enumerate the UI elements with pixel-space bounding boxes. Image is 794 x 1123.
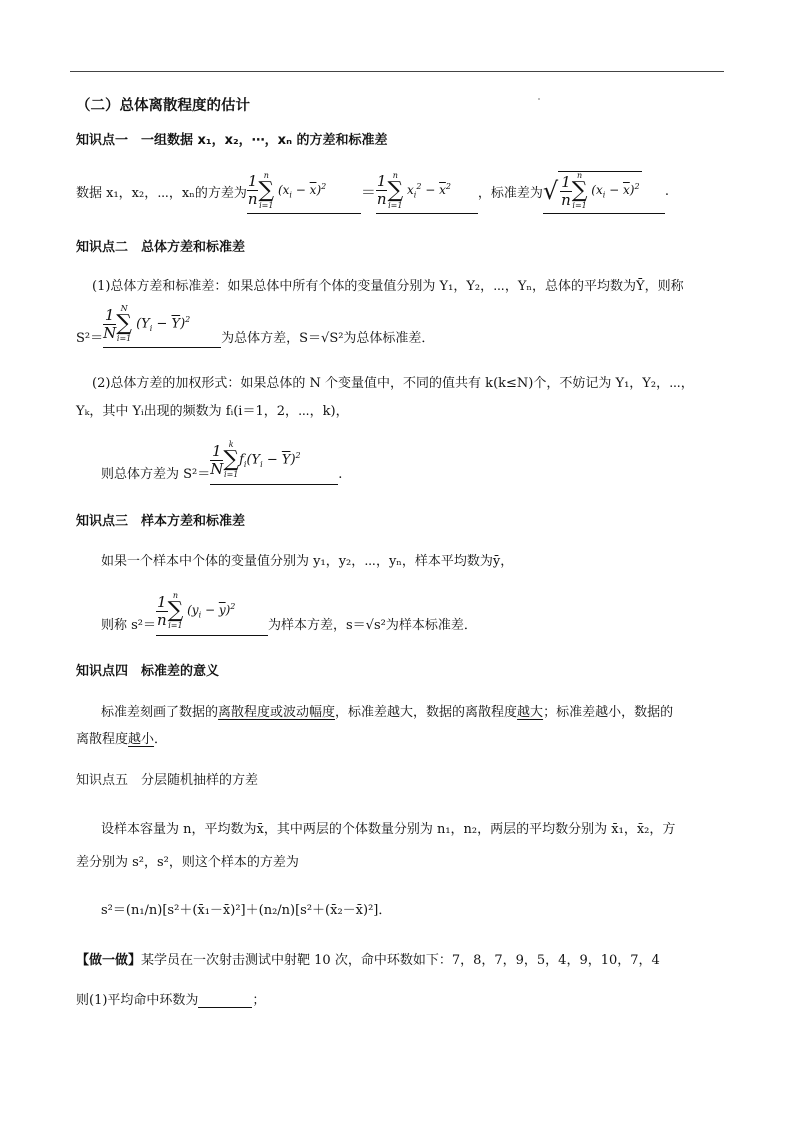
exercise-q1-line: 则(1)平均命中环数为 ；: [76, 989, 265, 1008]
k1-formula-line: 数据 x₁，x₂，⋯，xₙ的方差为 1 n n ∑ i=1 $(x_i - \overline{x})^2$ ＝ 1 n n ∑ i=1 $x_i^2 - \overline{x}^2$ ，标准差为 √ 1 n n ∑ i=1 $(x_i - \overline{x})^2$ .: [76, 168, 669, 214]
k5-p2: 差分别为 s²，s²，则这个样本的方差为: [76, 855, 299, 870]
k3-p1: 如果一个样本中个体的变量值分别为 y₁，y₂，⋯，yₙ，样本平均数为ȳ，: [101, 554, 514, 569]
k4-underline-3: 越小: [128, 732, 155, 747]
exercise-q1: 则(1)平均命中环数为: [76, 993, 199, 1008]
section-title: （二）总体离散程度的估计: [76, 98, 250, 114]
k2-p2: (2)总体方差的加权形式：如果总体的 N 个变量值中，不同的值共有 k(k≤N)个，不妨记为 Y₁，Y₂，⋯，: [92, 376, 694, 391]
k3-sample-variance-formula: 1 n n ∑ i=1 $(y_i - \overline{y})^2$: [156, 587, 268, 636]
k2-weighted-variance-formula: 1 N k ∑ i=1 $f_i(Y_i - \overline{Y})^2$: [210, 436, 338, 485]
k5-heading: 知识点五 分层随机抽样的方差: [76, 773, 259, 788]
k4-heading: 知识点四 标准差的意义: [76, 664, 220, 679]
header-rule: [70, 71, 724, 72]
k2-population-variance-formula: 1 N N ∑ i=1 $(Y_i - \overline{Y})^2$: [103, 301, 221, 348]
speck: [538, 98, 540, 100]
k2-p1: (1)总体方差和标准差：如果总体中所有个体的变量值分别为 Y₁，Y₂，⋯，Yₙ，总体的平均数为Ȳ，则称: [92, 279, 684, 294]
k4-line1: 标准差刻画了数据的离散程度或波动幅度，标准差越大，数据的离散程度越大；标准差越小，数据的: [101, 705, 674, 720]
k1-variance-formula-2: 1 n n ∑ i=1 $x_i^2 - \overline{x}^2$: [376, 169, 478, 214]
k2-p2b: Yₖ，其中 Yᵢ出现的频数为 fᵢ(i＝1，2，⋯，k)，: [76, 404, 349, 419]
exercise-text: 某学员在一次射击测试中射靶 10 次，命中环数如下：7，8，7，9，5，4，9，10，7，4: [141, 953, 660, 968]
k4-line2: 离散程度越小．: [76, 732, 168, 747]
k3-formula-line: 则称 s²＝ 1 n n ∑ i=1 $(y_i - \overline{y})^2$ 为样本方差，s＝√s²为样本标准差．: [101, 588, 477, 636]
k4-underline-1: 离散程度或波动幅度: [218, 705, 336, 720]
exercise-tag: 【做一做】: [76, 953, 142, 968]
k2-weighted-line: 则总体方差为 S²＝ 1 N k ∑ i=1 $f_i(Y_i - \overline{Y})^2$ .: [101, 437, 342, 485]
k5-formula: s²＝(n₁/n)[s²＋(x̄₁－x̄)²]＋(n₂/n)[s²＋(x̄₂－x̄)²]．: [101, 903, 392, 918]
exercise-line: [76, 949, 660, 968]
k1-mid: ，标准差为: [477, 185, 543, 201]
k1-stddev-formula: √ 1 n n ∑ i=1 $(x_i - \overline{x})^2$: [543, 169, 665, 214]
k2-formula-line: S²＝ 1 N N ∑ i=1 $(Y_i - \overline{Y})^2$ 为总体方差，S＝√S²为总体标准差．: [76, 302, 434, 348]
k1-variance-formula-1: 1 n n ∑ i=1 $(x_i - \overline{x})^2$: [247, 169, 361, 214]
k5-p1: 设样本容量为 n，平均数为x̄，其中两层的个体数量分别为 n₁，n₂，两层的平均数分别为 x̄₁，x̄₂，方: [101, 822, 676, 837]
k2-heading: 知识点二 总体方差和标准差: [76, 240, 246, 255]
answer-blank[interactable]: [198, 993, 252, 1008]
k4-underline-2: 越大: [517, 705, 544, 720]
k3-heading: 知识点三 样本方差和标准差: [76, 514, 246, 529]
k1-heading: 知识点一 一组数据 x₁，x₂，⋯，xₙ 的方差和标准差: [76, 133, 388, 148]
k1-lead: 数据 x₁，x₂，⋯，xₙ的方差为: [76, 185, 247, 201]
